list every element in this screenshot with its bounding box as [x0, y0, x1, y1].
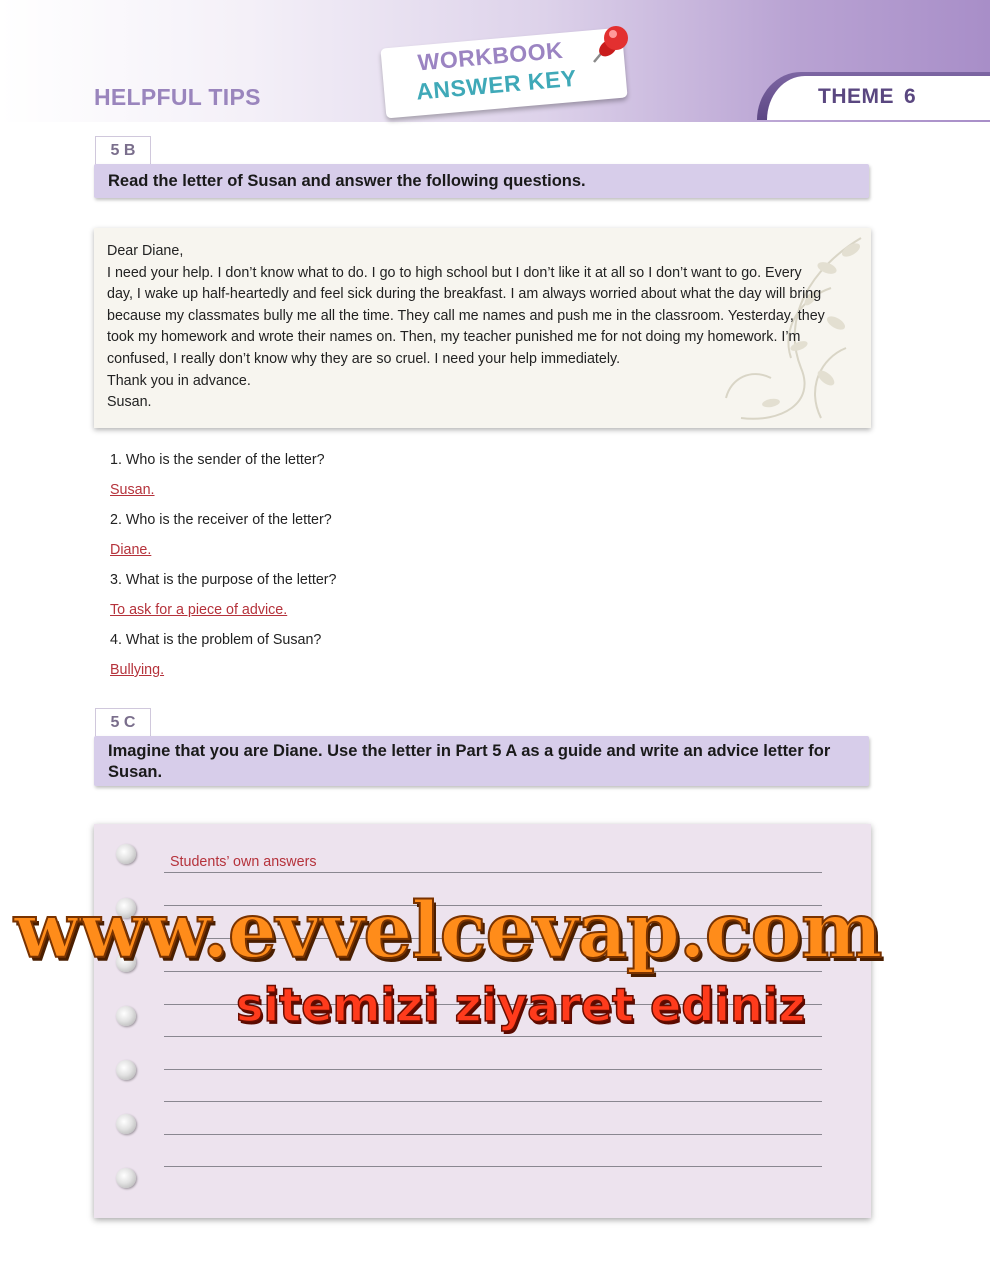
letter-line: Dear Diane, — [107, 243, 184, 259]
ruled-line — [164, 1134, 822, 1135]
instruction-5c — [94, 736, 869, 786]
helpful-tips-title: HELPFUL TIPS — [94, 84, 261, 110]
letter-line: Thank you in advance. — [107, 372, 251, 389]
question-3: 3. What is the purpose of the letter? — [110, 572, 337, 588]
watermark-url: www.evvelcevap.com — [14, 886, 882, 976]
card-line-answer-key: ANSWER KEY — [415, 64, 578, 105]
theme-word: THEME — [818, 85, 894, 108]
students-own-answers: Students’ own answers — [170, 854, 317, 870]
section-label-5c: 5 C — [95, 708, 151, 737]
letter-line: because my classmates bully me all the time. They call me names and push me in the classroom. Yesterday, they — [107, 307, 825, 324]
letter-line: I need your help. I don’t know what to do. I go to high school but I don’t like it at all so I don’t want to go. Every — [107, 264, 802, 281]
question-2: 2. Who is the receiver of the letter? — [110, 512, 332, 528]
binder-hole-icon — [116, 1060, 136, 1080]
letter-line: day, I wake up half-heartedly and feel sick during the breakfast. I am always worried about what the day will bring — [107, 286, 822, 303]
binder-hole-icon — [116, 1114, 136, 1134]
binder-hole-icon — [116, 844, 136, 864]
ruled-line — [164, 1166, 822, 1167]
instruction-5c-line2: Susan. — [108, 763, 163, 781]
question-4: 4. What is the problem of Susan? — [110, 632, 322, 648]
answer-2: Diane. — [110, 542, 152, 558]
question-1: 1. Who is the sender of the letter? — [110, 452, 325, 468]
instruction-5b: Read the letter of Susan and answer the following questions. — [94, 164, 869, 198]
watermark-tagline: sitemizi ziyaret ediniz — [236, 978, 806, 1032]
theme-label — [818, 85, 916, 109]
letter-line: confused, I really don’t know why they are so cruel. I need your help immediately. — [107, 350, 621, 367]
answer-1: Susan. — [110, 482, 155, 498]
binder-hole-icon — [116, 1168, 136, 1188]
instruction-5c-line1: Imagine that you are Diane. Use the letter in Part 5 A as a guide and write an advice letter for — [108, 742, 831, 760]
binder-hole-icon — [116, 1006, 136, 1026]
ruled-line — [164, 1036, 822, 1037]
letter-line: Susan. — [107, 394, 152, 411]
section-label-5b: 5 B — [95, 136, 151, 165]
theme-number: 6 — [904, 85, 917, 108]
letter-line: took my homework and wrote their names on. Then, my teacher punished me for not doing my homework. I’m — [107, 329, 801, 346]
ruled-line — [164, 1101, 822, 1102]
answer-4: Bullying. — [110, 662, 165, 678]
ruled-line — [164, 1069, 822, 1070]
card-line-workbook: WORKBOOK — [416, 36, 565, 76]
ruled-line — [164, 872, 822, 873]
letter-box — [94, 228, 871, 428]
push-pin-icon — [580, 22, 632, 74]
answer-3: To ask for a piece of advice. — [110, 602, 288, 618]
